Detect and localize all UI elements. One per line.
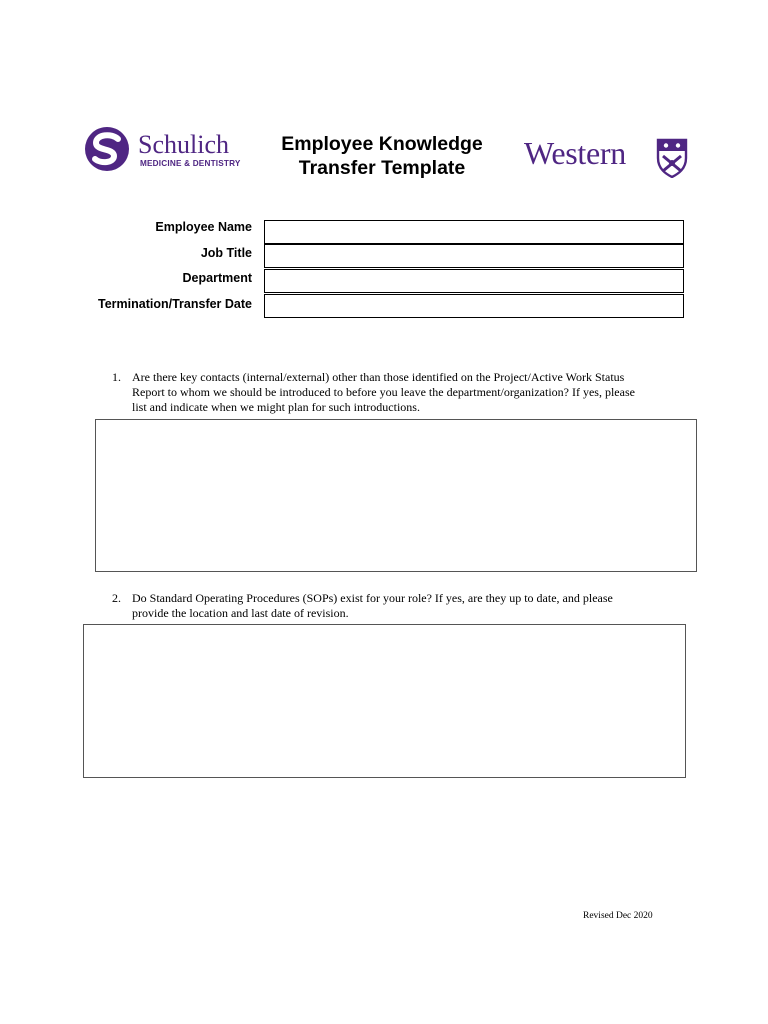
question-1-answer-box[interactable] [95, 419, 697, 572]
page-title [258, 132, 506, 180]
employee-name-label: Employee Name [155, 220, 252, 234]
job-title-field[interactable] [264, 244, 684, 268]
question-1-line-1: Are there key contacts (internal/external) other than those identified on the Project/Active Work Status [132, 370, 625, 384]
job-title-label: Job Title [200, 246, 252, 260]
western-name: Western [524, 135, 626, 171]
question-2-text [132, 591, 692, 621]
western-crest-icon [656, 138, 688, 178]
schulich-subtitle: MEDICINE & DENTISTRY [140, 159, 241, 168]
question-1-line-2: Report to whom we should be introduced to before you leave the department/organization? If yes, please [132, 385, 635, 399]
title-line-1: Employee Knowledge [281, 133, 483, 155]
question-1-text [132, 370, 692, 415]
termination-date-label: Termination/Transfer Date [98, 297, 252, 311]
schulich-name: Schulich [138, 130, 229, 159]
title-line-2: Transfer Template [298, 157, 466, 179]
department-label: Department [182, 271, 252, 285]
question-1-line-3: list and indicate when we might plan for such introductions. [132, 400, 420, 414]
question-2-line-1: Do Standard Operating Procedures (SOPs) exist for your role? If yes, are they up to date, and please [132, 591, 613, 605]
termination-date-field[interactable] [264, 294, 684, 318]
question-2-answer-box[interactable] [83, 624, 686, 778]
revision-note: Revised Dec 2020 [583, 911, 653, 921]
question-2-number: 2. [112, 591, 121, 605]
employee-name-field[interactable] [264, 220, 684, 244]
department-field[interactable] [264, 269, 684, 293]
question-1-number: 1. [112, 370, 121, 384]
question-2-line-2: provide the location and last date of revision. [132, 606, 349, 620]
